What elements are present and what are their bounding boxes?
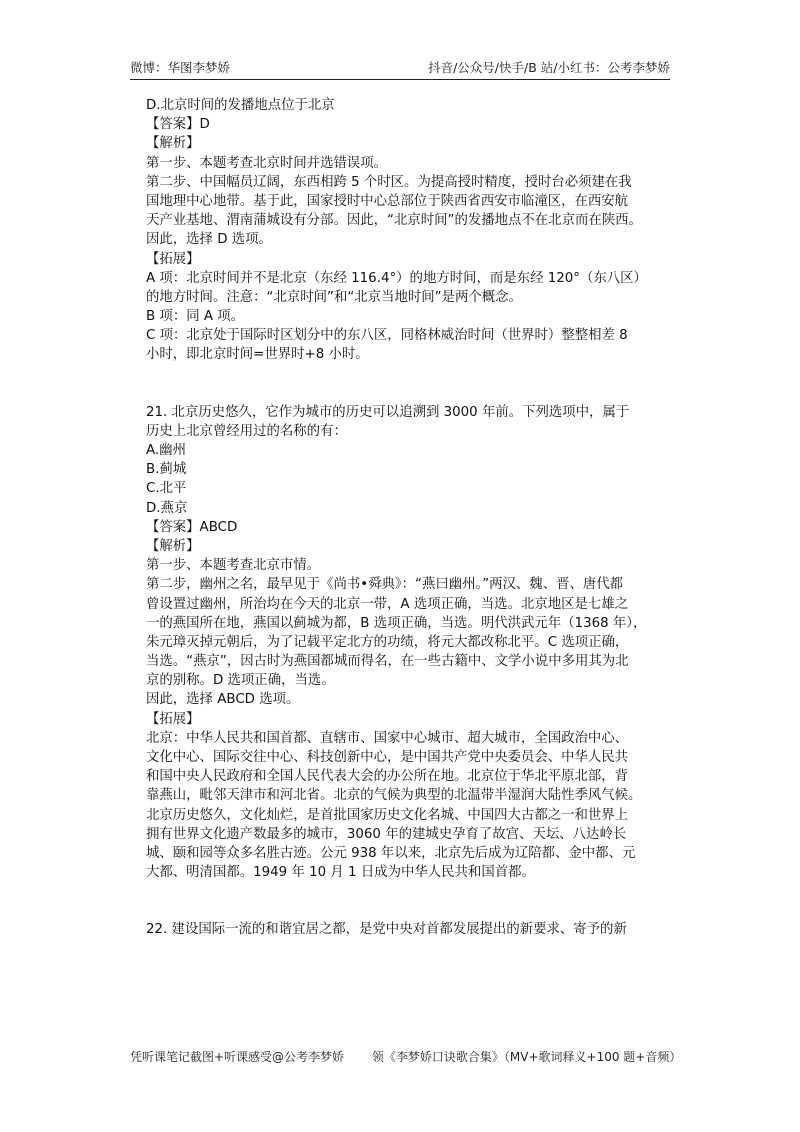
text-line: 北京：中华人民共和国首都、直辖市、国家中心城市、超大城市，全国政治中心、: [146, 730, 629, 746]
text-line: A 项：北京时间并不是北京（东经 116.4°）的地方时间，而是东经 120°（东八区）: [146, 270, 647, 286]
text-line: 第一步、本题考查北京市情。: [146, 558, 321, 574]
text-line: 小时，即北京时间=世界时+8 小时。: [146, 347, 369, 363]
text-line: 【解析】: [146, 136, 200, 152]
text-line: 一的燕国所在地，燕国以蓟城为都，B 选项正确，当选。明代洪武元年（1368 年），: [146, 615, 647, 631]
question-21: [146, 403, 666, 883]
text-line: D.北京时间的发播地点位于北京: [146, 98, 335, 113]
text-line: 京的别称。D 选项正确，当选。: [146, 673, 335, 689]
text-line: 【解析】: [146, 538, 200, 554]
spacer: [146, 365, 666, 403]
text-line: 的地方时间。注意：“北京时间”和“北京当地时间”是两个概念。: [146, 289, 522, 305]
page-footer: [130, 1048, 705, 1065]
document-body: [146, 96, 666, 940]
text-line: 和国中央人民政府和全国人民代表大会的办公所在地。北京位于华北平原北部，背: [146, 769, 629, 785]
text-line: 第二步、中国幅员辽阔，东西相跨 5 个时区。为提高授时精度，授时台必须建在我: [146, 174, 632, 190]
text-line: 历史上北京曾经用过的名称的有：: [146, 423, 347, 439]
text-line: 朱元璋灭掉元朝后，为了记载平定北方的功绩，将元大都改称北平。C 选项正确，: [146, 634, 629, 650]
header-divider: [130, 79, 670, 80]
text-line: 22. 建设国际一流的和谐宜居之都，是党中央对首都发展提出的新要求、寄予的新: [146, 922, 627, 938]
text-line: 国地理中心地带。基于此，国家授时中心总部位于陕西省西安市临潼区，在西安航: [146, 193, 629, 209]
header-social: 抖音/公众号/快手/B 站/小红书：公考李梦娇: [428, 60, 670, 75]
text-line: 城、颐和园等众多名胜古迹。公元 938 年以来，北京先后成为辽陪都、金中都、元: [146, 845, 636, 861]
text-line: 第一步、本题考查北京时间并选错误项。: [146, 155, 388, 171]
text-line: 天产业基地、渭南蒲城设有分部。因此，“北京时间”的发播地点不在北京而在陕西。: [146, 213, 642, 229]
text-line: 曾设置过幽州，所治均在今天的北京一带，A 选项正确，当选。北京地区是七雄之: [146, 596, 629, 612]
header-weibo: 微博：华图李梦娇: [130, 60, 231, 75]
text-line: 【答案】D: [146, 117, 210, 133]
text-line: 因此，选择 ABCD 选项。: [146, 692, 300, 708]
footer-left: 凭听课笔记截图+听课感受@公考李梦娇: [130, 1050, 345, 1064]
text-line: 文化中心、国际交往中心、科技创新中心，是中国共产党中央委员会、中华人民共: [146, 750, 629, 765]
text-line: D.燕京: [146, 500, 188, 516]
text-line: B 项：同 A 项。: [146, 309, 245, 325]
text-line: 靠燕山，毗邻天津市和河北省。北京的气候为典型的北温带半湿润大陆性季风气候。: [146, 788, 642, 804]
text-line: C.北平: [146, 481, 187, 497]
text-line: 当选。“燕京”，因古时为燕国都城而得名，在一些古籍中、文学小说中多用其为北: [146, 654, 629, 670]
text-line: 北京历史悠久，文化灿烂，是首批国家历史文化名城、中国四大古都之一和世界上: [146, 807, 629, 823]
text-line: 【答案】ABCD: [146, 519, 238, 535]
text-line: 【拓展】: [146, 251, 200, 267]
text-line: A.幽州: [146, 443, 186, 458]
footer-right: 领《李梦娇口诀歌合集》（MV+歌词释义+100 题+音频）: [371, 1050, 682, 1064]
page-header: [130, 58, 670, 78]
question-22: [146, 920, 666, 939]
question-20-answer: [146, 96, 666, 365]
text-line: 拥有世界文化遗产数最多的城市，3060 年的建城史孕育了故宫、天坛、八达岭长: [146, 826, 627, 842]
text-line: 大都、明清国都。1949 年 10 月 1 日成为中华人民共和国首都。: [146, 865, 535, 881]
spacer: [146, 882, 666, 920]
text-line: B.蓟城: [146, 462, 187, 478]
text-line: 第二步，幽州之名，最早见于《尚书•舜典》：“燕曰幽州。”两汉、魏、晋、唐代都: [146, 577, 624, 593]
text-line: 【拓展】: [146, 711, 200, 727]
text-line: 21. 北京历史悠久，它作为城市的历史可以追溯到 3000 年前。下列选项中，属于: [146, 404, 630, 420]
text-line: C 项：北京处于国际时区划分中的东八区，同格林威治时间（世界时）整整相差 8: [146, 328, 628, 344]
text-line: 因此，选择 D 选项。: [146, 232, 272, 248]
